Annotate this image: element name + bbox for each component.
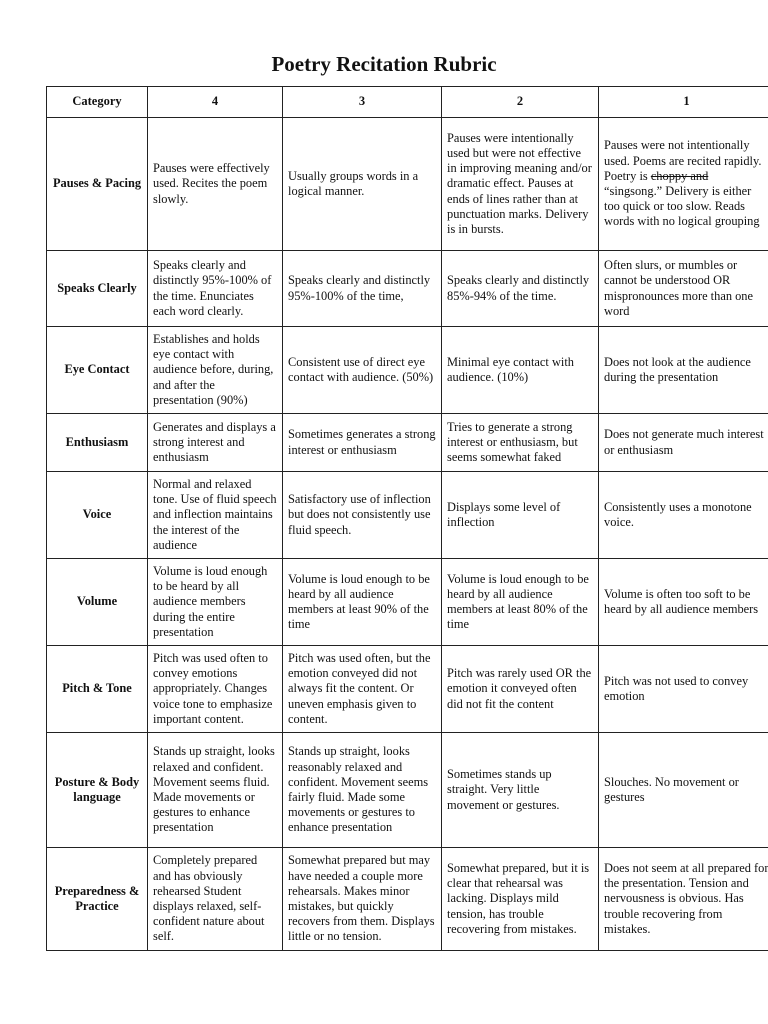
- cell-score-2: Pitch was rarely used OR the emotion it conveyed often did not fit the content: [442, 646, 599, 733]
- row-category: Volume: [47, 559, 148, 646]
- struck-text: choppy and: [650, 168, 709, 183]
- header-score-2: 2: [442, 87, 599, 118]
- cell-score-3: Consistent use of direct eye contact with audience. (50%): [283, 327, 442, 414]
- cell-score-2: Somewhat prepared, but it is clear that rehearsal was lacking. Displays mild tension, has trouble recovering from mistakes.: [442, 848, 599, 951]
- cell-score-2: Displays some level of inflection: [442, 472, 599, 559]
- cell-score-3: Speaks clearly and distinctly 95%-100% of the time,: [283, 251, 442, 327]
- cell-score-1: Often slurs, or mumbles or cannot be understood OR mispronounces more than one word: [599, 251, 768, 327]
- header-category: Category: [47, 87, 148, 118]
- cell-score-1: Volume is often too soft to be heard by all audience members: [599, 559, 768, 646]
- cell-score-4: Pauses were effectively used. Recites the poem slowly.: [148, 118, 283, 251]
- cell-score-4: Establishes and holds eye contact with audience before, during, and after the presentation (90%): [148, 327, 283, 414]
- row-category: Pauses & Pacing: [47, 118, 148, 251]
- cell-score-2: Volume is loud enough to be heard by all audience members at least 80% of the time: [442, 559, 599, 646]
- cell-score-4: Volume is loud enough to be heard by all audience members during the entire presentation: [148, 559, 283, 646]
- row-category: Pitch & Tone: [47, 646, 148, 733]
- table-row: [47, 733, 768, 848]
- header-row: [47, 87, 768, 118]
- cell-score-1: Slouches. No movement or gestures: [599, 733, 768, 848]
- cell-text: Pauses were not intentionally used. Poems are recited rapidly. Poetry is: [604, 138, 762, 183]
- cell-score-1: [599, 118, 768, 251]
- cell-score-4: Normal and relaxed tone. Use of fluid speech and inflection maintains the interest of the audience: [148, 472, 283, 559]
- table-row: [47, 472, 768, 559]
- cell-score-2: Sometimes stands up straight. Very little movement or gestures.: [442, 733, 599, 848]
- cell-score-4: Speaks clearly and distinctly 95%-100% of the time. Enunciates each word clearly.: [148, 251, 283, 327]
- cell-score-4: Stands up straight, looks relaxed and confident. Movement seems fluid. Made movements or gestures to enhance presentation: [148, 733, 283, 848]
- cell-score-1: Does not seem at all prepared for the presentation. Tension and nervousness is obvious. Has trouble recovering from mistakes.: [599, 848, 768, 951]
- table-row: [47, 559, 768, 646]
- header-score-1: 1: [599, 87, 768, 118]
- cell-score-3: Stands up straight, looks reasonably relaxed and confident. Movement seems fairly fluid. Made some movements or gestures to enhance presentation: [283, 733, 442, 848]
- table-row: [47, 646, 768, 733]
- row-category: Posture & Body language: [47, 733, 148, 848]
- cell-score-3: Volume is loud enough to be heard by all audience members at least 90% of the time: [283, 559, 442, 646]
- row-category: Enthusiasm: [47, 414, 148, 472]
- table-row: [47, 414, 768, 472]
- row-category: Speaks Clearly: [47, 251, 148, 327]
- row-category: Voice: [47, 472, 148, 559]
- cell-score-2: Tries to generate a strong interest or enthusiasm, but seems somewhat faked: [442, 414, 599, 472]
- document-title: Poetry Recitation Rubric: [271, 52, 497, 76]
- cell-score-2: Pauses were intentionally used but were not effective in improving meaning and/or dramatic effect. Pauses at ends of lines rather than at punctuation marks. Delivery is in bursts.: [442, 118, 599, 251]
- row-category: Eye Contact: [47, 327, 148, 414]
- cell-score-3: Somewhat prepared but may have needed a couple more rehearsals. Makes minor mistakes, but quickly recovers from them. Displays little or no tension.: [283, 848, 442, 951]
- cell-score-4: Pitch was used often to convey emotions appropriately. Changes voice tone to emphasize important content.: [148, 646, 283, 733]
- cell-score-4: Generates and displays a strong interest and enthusiasm: [148, 414, 283, 472]
- row-category: Preparedness & Practice: [47, 848, 148, 951]
- cell-score-3: Usually groups words in a logical manner.: [283, 118, 442, 251]
- table-row: [47, 327, 768, 414]
- cell-score-1: Consistently uses a monotone voice.: [599, 472, 768, 559]
- cell-score-1: Does not generate much interest or enthusiasm: [599, 414, 768, 472]
- cell-score-1: Pitch was not used to convey emotion: [599, 646, 768, 733]
- table-row: [47, 118, 768, 251]
- table-row: [47, 848, 768, 951]
- cell-score-2: Speaks clearly and distinctly 85%-94% of the time.: [442, 251, 599, 327]
- cell-text: “singsong.” Delivery is either too quick or too slow. Reads words with no logical grouping: [604, 184, 760, 229]
- table-row: [47, 251, 768, 327]
- cell-score-4: Completely prepared and has obviously rehearsed Student displays relaxed, self-confident nature about self.: [148, 848, 283, 951]
- header-score-4: 4: [148, 87, 283, 118]
- cell-score-1: Does not look at the audience during the presentation: [599, 327, 768, 414]
- cell-score-2: Minimal eye contact with audience. (10%): [442, 327, 599, 414]
- rubric-table: [46, 86, 768, 951]
- header-score-3: 3: [283, 87, 442, 118]
- cell-score-3: Sometimes generates a strong interest or enthusiasm: [283, 414, 442, 472]
- cell-score-3: Pitch was used often, but the emotion conveyed did not always fit the content. Or uneven emphasis given to content.: [283, 646, 442, 733]
- cell-score-3: Satisfactory use of inflection but does not consistently use fluid speech.: [283, 472, 442, 559]
